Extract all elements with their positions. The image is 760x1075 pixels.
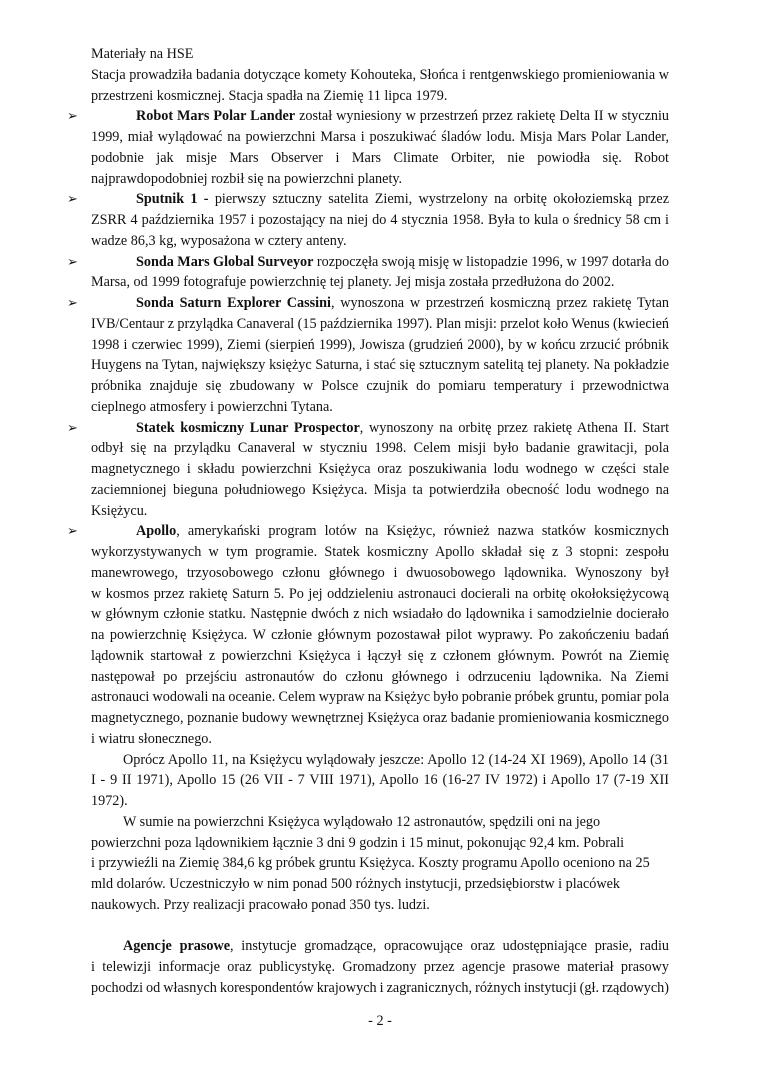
text-run: cieplnego atmosfery i powierzchni Tytana. — [91, 398, 333, 415]
text-line — [91, 65, 669, 86]
text-run: magnetycznego, poznanie budowy wewnętrznej Księżyca oraz badanie promieniowania kosmicznego — [91, 710, 669, 726]
text-run: 1972). — [91, 793, 128, 809]
text-run: następował po przejściu astronautów do członu głównego i odrzuceniu lądownika. Na Ziemi — [91, 668, 669, 685]
text-run: i przywieźli na Ziemię 384,6 kg próbek gruntu Księżyca. Koszty programu Apollo oceniono na 25 — [91, 855, 650, 872]
text-line — [67, 418, 670, 439]
text-line — [67, 521, 669, 542]
text-run: I - 9 II 1971), Apollo 15 (26 VII - 7 VIII 1971), Apollo 16 (16-27 IV 1972) i Apollo 17 (7-19 XII — [91, 772, 669, 789]
text-run: Oprócz Apollo 11, na Księżycu wylądowały jeszcze: Apollo 12 (14-24 XI 1969), Apollo 14 (31 — [123, 751, 669, 768]
text-line — [91, 729, 669, 750]
text-line — [91, 667, 669, 688]
text-line — [91, 335, 669, 356]
text-run: pochodzi od własnych korespondentów krajowych i zagranicznych, różnych instytucji (gł. rządowych) — [91, 979, 669, 996]
text-line — [91, 750, 669, 771]
text-line — [91, 563, 669, 584]
arrow-bullet-icon: ➢ — [67, 295, 78, 310]
text-run: lądownik startował z powierzchni Księżyca i łączył się z członem głównym. Powrót na Ziemię — [91, 647, 669, 664]
paragraph — [91, 812, 669, 916]
text-run: został wyniesiony w przestrzeń przez rakietę Delta II w styczniu — [295, 108, 670, 125]
arrow-bullet-icon: ➢ — [67, 108, 78, 124]
text-run: w głównym członie statku. Następnie dwóch z nich wsiadało do lądownika i samodzielnie docierało — [91, 606, 669, 623]
text-run: ZSRR 4 października 1957 i pozostający na niej do 4 stycznia 1958. Była to kula o średnicy 58 cm i — [91, 212, 669, 228]
page-number: - 2 - — [368, 1013, 392, 1029]
arrow-bullet-icon: ➢ — [67, 523, 78, 539]
text-line — [91, 874, 669, 895]
text-run: wadze 86,3 kg, wyposażona w cztery anteny. — [91, 232, 347, 249]
blank-line — [91, 916, 669, 937]
text-line — [91, 542, 669, 563]
text-run: Księżycu. — [91, 502, 148, 519]
document-body — [67, 44, 670, 999]
bold-term: Robot Mars Polar Lander — [136, 108, 296, 125]
text-run: IVB/Centaur z przylądka Canaveral (15 października 1997). Plan misji: przelot koło Wenus (kwiecień — [91, 315, 669, 332]
text-run: i telewizji informacje oraz publicystykę. Gromadzony przez agencje prasowe materiał prasowy — [91, 959, 669, 975]
bold-term: Sonda Saturn Explorer Cassini — [136, 295, 331, 311]
text-line — [67, 252, 669, 273]
text-line — [91, 169, 669, 190]
text-line — [91, 687, 669, 708]
text-line — [91, 355, 669, 376]
bullet-paragraph — [67, 252, 669, 294]
text-line — [67, 293, 669, 314]
text-run: manewrowego, trzyosobowego członu głównego i dwuosobowego lądownika. Wynoszony był — [91, 564, 669, 581]
text-run: wykorzystywanych w tym programie. Statek kosmiczny Apollo składał się z 3 stopni: zespołu — [91, 544, 669, 560]
text-run: rozpoczęła swoją misję w listopadzie 1996, w 1997 dotarła do — [313, 253, 669, 270]
text-run: Materiały na HSE — [91, 46, 194, 62]
text-run: , wynoszony na orbitę przez rakietę Athena II. Start — [359, 419, 670, 436]
text-run: , instytucje gromadzące, opracowujące oraz udostępniające prasie, radiu — [230, 938, 670, 955]
text-run: i wiatru słonecznego. — [91, 730, 212, 747]
text-line — [91, 231, 669, 252]
text-run: magnetycznego i składu powierzchni Księżyca oraz poszukiwania lodu wodnego w części stale — [91, 461, 669, 477]
text-line — [91, 480, 669, 501]
text-line — [91, 708, 669, 729]
text-line — [91, 210, 669, 231]
bold-term: Sonda Mars Global Surveyor — [136, 253, 314, 270]
text-line — [91, 625, 669, 646]
arrow-bullet-icon: ➢ — [67, 191, 78, 207]
text-line — [67, 106, 670, 127]
text-run: podobnie jak misje Mars Observer i Mars Climate Orbiter, nie powiodła się. Robot — [91, 149, 669, 166]
text-line — [67, 189, 669, 210]
text-line — [91, 397, 669, 418]
text-run: przestrzeni kosmicznej. Stacja spadła na Ziemię 11 lipca 1979. — [91, 87, 448, 104]
text-line — [91, 936, 669, 957]
text-line — [91, 148, 669, 169]
bold-term: Statek kosmiczny Lunar Prospector — [136, 419, 360, 436]
text-line — [91, 272, 669, 293]
text-line — [91, 438, 669, 459]
text-line — [91, 978, 669, 999]
text-line — [91, 501, 669, 522]
bullet-paragraph — [67, 293, 669, 418]
text-line — [91, 791, 669, 812]
text-line — [91, 584, 669, 605]
text-run: próbnika znajduje się zbudowany w Polsce czujnik do pomiaru temperatury i przewodnictwa — [91, 378, 669, 394]
text-run: pierwszy sztuczny satelita Ziemi, wystrzelony na orbitę okołoziemską przez — [208, 191, 669, 208]
bullet-paragraph — [67, 189, 669, 251]
text-run: W sumie na powierzchni Księżyca wylądowało 12 astronautów, spędzili oni na jego — [123, 813, 601, 830]
arrow-bullet-icon: ➢ — [67, 419, 78, 435]
bullet-paragraph — [67, 418, 670, 522]
text-run: naukowych. Przy realizacji pracowało ponad 350 tys. ludzi. — [91, 896, 430, 913]
text-run: Stacja prowadziła badania dotyczące komety Kohouteka, Słońca i rentgenwskiego promieniowania w — [91, 66, 669, 83]
text-line — [91, 604, 669, 625]
text-line — [91, 376, 669, 397]
text-line — [91, 44, 669, 65]
text-run: na powierzchnię Księżyca. W członie głównym pozostawał pilot wyprawy. Po zakończeniu badań — [91, 627, 669, 643]
text-line — [91, 853, 669, 874]
paragraph — [91, 44, 669, 65]
bold-term: Sputnik 1 - — [136, 191, 209, 208]
text-run: 1998 i czerwiec 1999), Ziemi (sierpień 1999), Jowisza (grudzień 2000), by w końcu zrzucić próbnik — [91, 336, 669, 353]
bold-term: Agencje prasowe — [123, 938, 231, 955]
text-line — [91, 127, 669, 148]
text-run: Marsa, od 1999 fotografuje powierzchnię tej planety. Jej misja została przedłużona do 2002. — [91, 274, 615, 291]
text-run: astronauci wodowali na oceanie. Celem wypraw na Księżyc było pobranie próbek gruntu, pomiar pola — [91, 689, 669, 706]
text-run: mld dolarów. Uczestniczyło w nim ponad 500 różnych instytucji, przedsiębiorstw i placówek — [91, 876, 621, 892]
text-run: zaciemnionej bieguna południowego Księżyca. Misja ta potwierdziła obecność lodu wodnego na — [91, 481, 669, 498]
text-line — [91, 957, 669, 978]
text-run: , wynoszona w przestrzeń kosmiczną przez rakietę Tytan — [330, 295, 669, 311]
text-line — [91, 459, 669, 480]
text-line — [91, 86, 669, 107]
text-run: odbył się na przylądku Canaveral w styczniu 1998. Celem misji było badanie grawitacji, pola — [91, 440, 669, 457]
paragraph — [91, 750, 669, 812]
text-run: w kosmos przez rakietę Saturn 5. Po jej oddzieleniu astronauci docierali na orbitę okołoksiężycową — [91, 585, 669, 602]
text-run: powierzchni poza lądownikiem łącznie 3 dni 9 godzin i 15 minut, pokonując 92,4 km. Pobrali — [91, 834, 625, 851]
text-run: 1999, miał wylądować na powierzchni Marsa i poszukiwać śladów lodu. Misja Mars Polar Lander, — [91, 129, 669, 145]
bold-term: Apollo — [136, 523, 177, 540]
text-run: najprawdopodobniej rozbił się na powierzchni planety. — [91, 170, 403, 187]
text-line — [91, 833, 669, 854]
paragraph — [91, 65, 669, 107]
text-line — [91, 314, 669, 335]
text-line — [91, 812, 669, 833]
text-run: Huygens na Tytan, największy księżyc Saturna, i stać się sztucznym satelitą tej planety. Na pokładzie — [91, 357, 669, 374]
text-line — [91, 646, 669, 667]
bullet-paragraph — [67, 521, 669, 749]
text-run: , amerykański program lotów na Księżyc, również nazwa statków kosmicznych — [176, 523, 669, 540]
text-line — [91, 770, 669, 791]
text-line — [91, 895, 669, 916]
arrow-bullet-icon: ➢ — [67, 253, 78, 269]
paragraph — [91, 936, 669, 998]
bullet-paragraph — [67, 106, 670, 189]
